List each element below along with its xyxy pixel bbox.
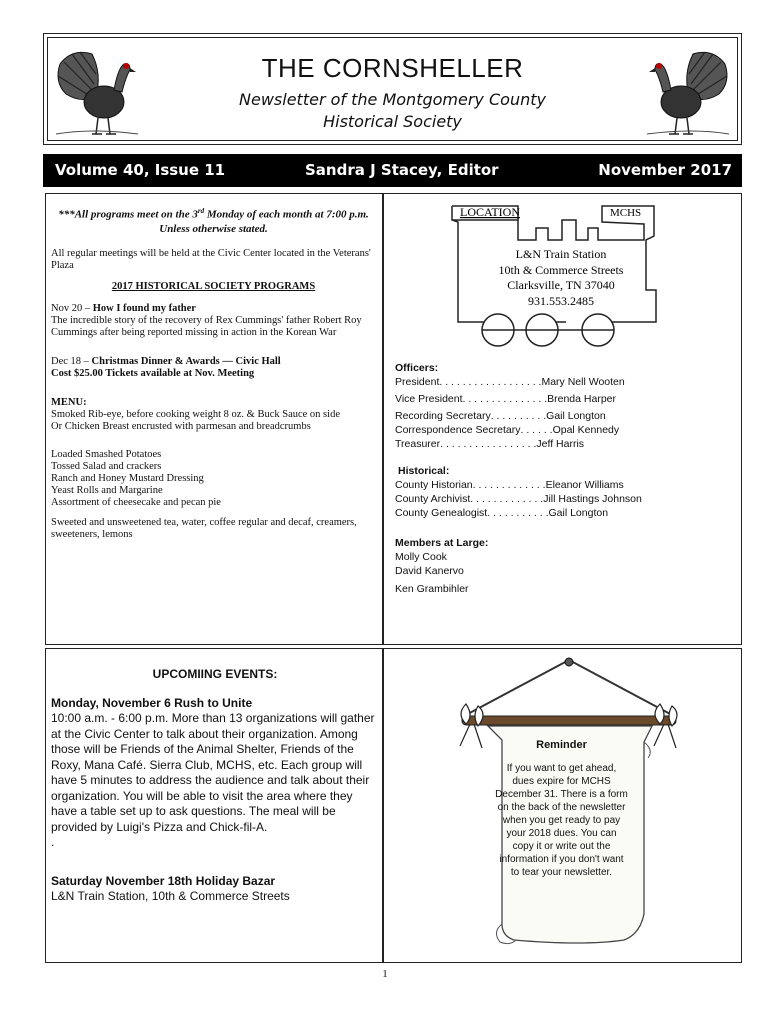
program-nov-desc: The incredible story of the recovery of Rex Cummings' father Robert Roy Cummings after being reported missing in action in the Korean War [51,314,362,338]
notice-text-b: Monday of each month at 7:00 p.m. Unless otherwise stated. [159,208,369,235]
officer-leader-dots: . . . . . . . . . . . . . . . . . [440,438,537,450]
historical-name: Gail Longton [548,507,609,519]
officers-list [395,361,735,596]
officer-leader-dots: . . . . . . . . . . [490,410,547,422]
side-item: Tossed Salad and crackers [51,460,162,472]
subtitle-line-2: Historical Society [323,112,462,131]
program-nov-title: How I found my father [92,302,196,314]
locomotive-illustration [448,200,663,350]
member-name: Ken Grambihler [395,583,469,595]
notice-superscript: rd [197,207,205,215]
programs-heading: 2017 HISTORICAL SOCIETY PROGRAMS [111,280,316,292]
events-box [45,648,383,963]
location-line-1: L&N Train Station [515,247,607,261]
officer-leader-dots: . . . . . . . . . . . . . . . [462,393,548,405]
location-label: LOCATION [460,205,520,219]
program-dec-cost: Cost $25.00 Tickets available at Nov. Meeting [51,367,255,379]
officers-box [383,193,742,645]
historical-row [395,506,735,520]
side-item: Assortment of cheesecake and pecan pie [51,496,221,508]
masthead [43,33,742,145]
events-content [51,667,379,905]
regular-meetings-text: All regular meetings will be held at the Civic Center located in the Veterans' Plaza [51,247,371,271]
side-item: Ranch and Honey Mustard Dressing [51,472,204,484]
officer-name: Jeff Harris [536,438,585,450]
officer-leader-dots: . . . . . . . . . . . . . . . . . . [439,376,542,388]
historical-row [395,492,735,506]
program-dec-date: Dec 18 – [51,355,92,367]
reminder-box [383,648,742,963]
officer-leader-dots: . . . . . . [520,424,553,436]
historical-role: County Genealogist [395,507,488,519]
location-line-3: Clarksville, TN 37040 [507,278,615,292]
event-1-title: Monday, November 6 Rush to Unite [51,695,253,710]
officer-name: Gail Longton [546,410,606,422]
officer-role: Treasurer [395,438,441,450]
historical-name: Eleanor Williams [545,479,624,491]
historical-leader-dots: . . . . . . . . . . . . . [472,479,546,491]
issue-info-bar [43,154,742,187]
officer-name: Brenda Harper [547,393,616,405]
subtitle-line-1: Newsletter of the Montgomery County [239,90,546,109]
side-item: Loaded Smashed Potatoes [51,448,162,460]
officer-name: Mary Nell Wooten [541,376,625,388]
meeting-notice [51,204,376,236]
location-line-4: 931.553.2485 [528,294,594,308]
program-nov [51,303,376,315]
event-1-dot: . [51,835,55,849]
side-item: Yeast Rolls and Margarine [51,484,163,496]
newsletter-subtitle [48,89,737,133]
programs-content [51,204,376,541]
member-name: David Kanervo [395,565,464,577]
program-nov-date: Nov 20 – [51,302,93,314]
mchs-label: MCHS [610,207,642,219]
historical-leader-dots: . . . . . . . . . . . . . [470,493,544,505]
member-name: Molly Cook [395,551,447,563]
volume-issue: Volume 40, Issue 11 [55,161,226,179]
page-number: 1 [382,968,388,980]
drinks-text: Sweeted and unsweetened tea, water, coffee regular and decaf, creamers, sweeteners, lemons [51,516,357,540]
program-dec [51,356,376,368]
officer-row [395,409,735,423]
reminder-content [495,739,628,879]
event-2-title: Saturday November 18th Holiday Bazar [51,873,276,888]
members-heading: Members at Large: [395,537,489,549]
officer-role: Recording Secretary [395,410,491,422]
menu-line-2: Or Chicken Breast encrusted with parmesan and breadcrumbs [51,420,311,432]
editor-name: Sandra J Stacey, Editor [305,161,499,179]
historical-leader-dots: . . . . . . . . . . . [487,507,549,519]
masthead-inner-frame [47,37,738,141]
menu-label: MENU: [51,396,87,408]
historical-role: County Historian [395,479,473,491]
event-2-body: L&N Train Station, 10th & Commerce Streets [51,889,290,903]
historical-role: County Archivist [395,493,471,505]
officer-row [395,392,735,406]
location-line-2: 10th & Commerce Streets [498,263,624,277]
issue-date: November 2017 [598,161,732,179]
program-dec-title: Christmas Dinner & Awards — Civic Hall [91,355,281,367]
menu-line-1: Smoked Rib-eye, before cooking weight 8 oz. & Buck Sauce on side [51,408,340,420]
historical-name: Jill Hastings Johnson [543,493,642,505]
reminder-body: If you want to get ahead, dues expire for MCHS December 31. There is a form on the back of the newsletter when you get ready to pay your 2018 dues. You can copy it or write out the information if you don't want to tear your newsletter. [495,763,628,878]
officer-role: Vice President [395,393,463,405]
events-title: UPCOMIING EVENTS: [152,667,278,681]
officer-row [395,375,735,389]
officer-role: President [395,376,440,388]
notice-text-a: ***All programs meet on the 3 [58,208,198,221]
newsletter-title: THE CORNSHELLER [261,53,524,83]
turkey-illustration-right [643,44,733,140]
officer-name: Opal Kennedy [552,424,620,436]
reminder-title: Reminder [536,739,587,751]
officer-row [395,437,735,451]
historical-row [395,478,735,492]
officer-role: Correspondence Secretary [395,424,521,436]
event-1-body: 10:00 a.m. - 6:00 p.m. More than 13 organizations will gather at the Civic Center to talk about their organization. Among those will be Friends of the Animal Shelter, Friends of the Roxy, Mana Café. Sierra Club, MCHS, etc. Each group will have 5 minutes to address the audience and talk about their organization. You will be able to visit the area where they have a table set up to ask questions. The meal will be provided by Luigi's Pizza and Chick-fil-A. [51,711,375,834]
programs-box [45,193,383,645]
officer-row [395,423,735,437]
historical-heading: Historical: [398,465,450,477]
officers-heading: Officers: [395,362,439,374]
